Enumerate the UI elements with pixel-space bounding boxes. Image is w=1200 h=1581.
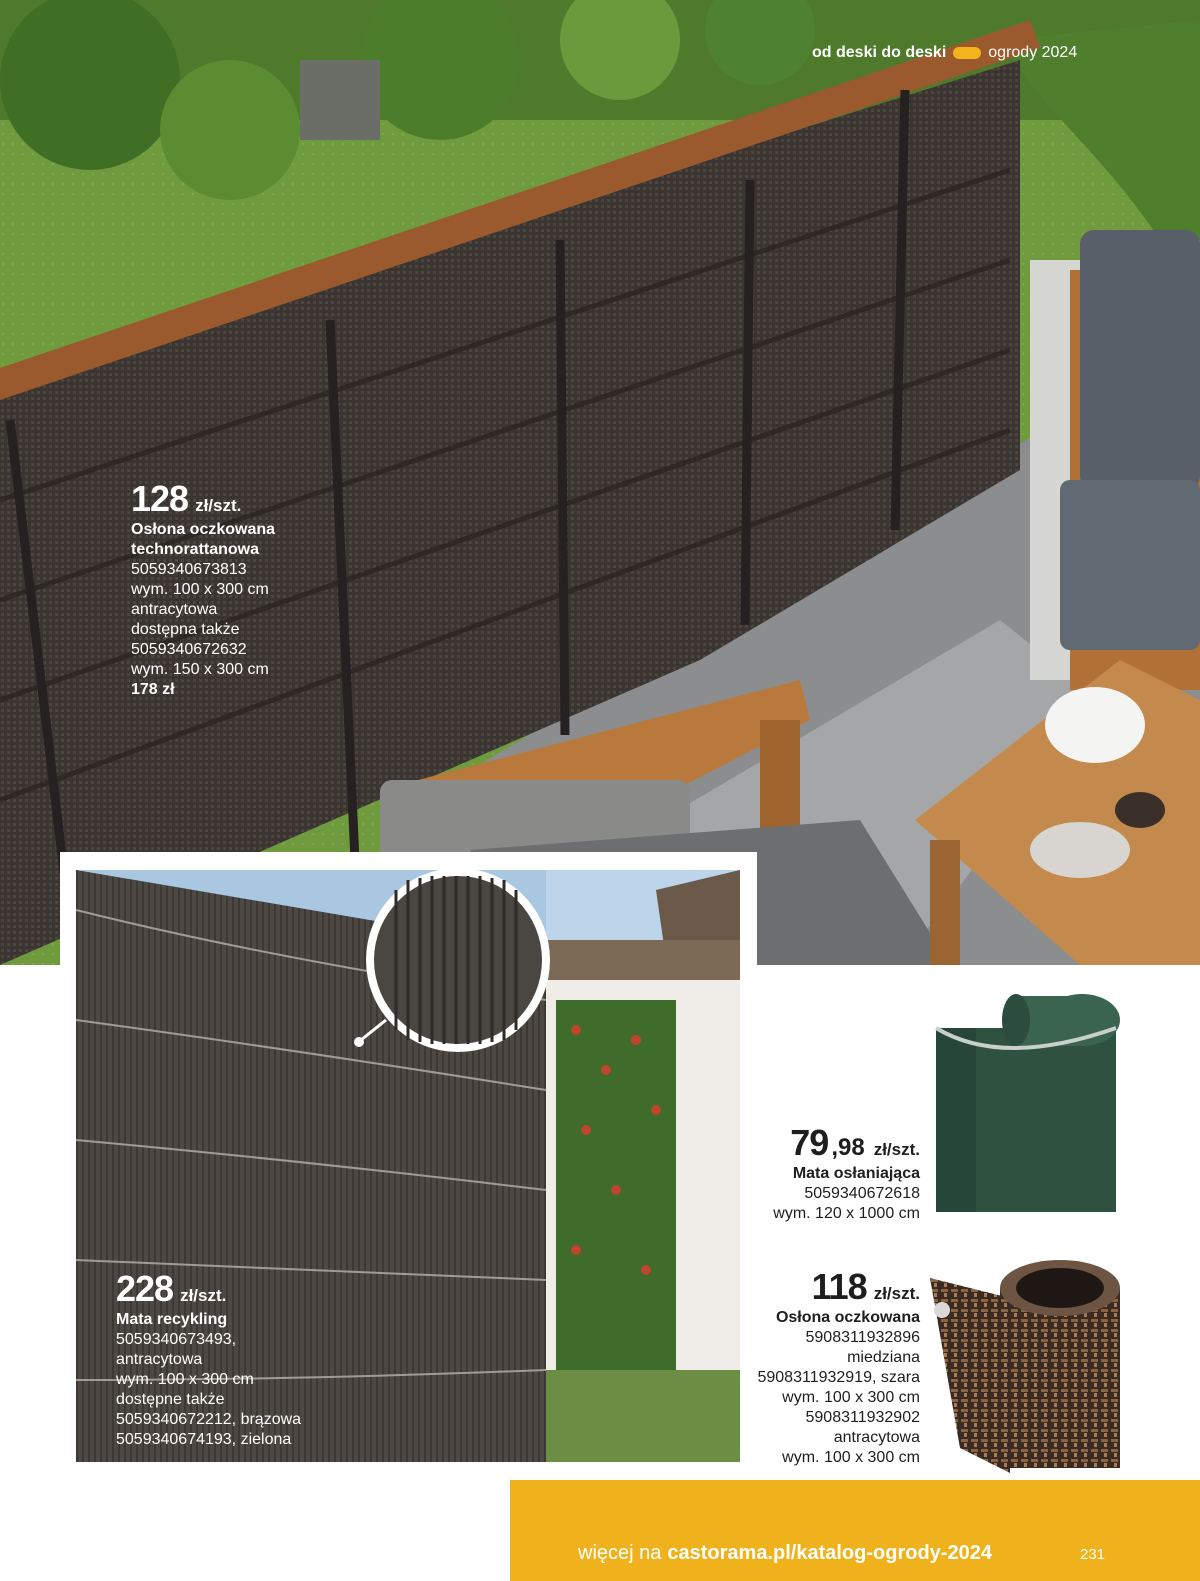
- product-detail: 5059340672632: [131, 641, 247, 658]
- woven-mat-roll-image: [930, 1258, 1125, 1473]
- product-detail: 5059340673813: [131, 561, 247, 578]
- product-detail: 5059340672212, brązowa: [116, 1411, 302, 1428]
- product-detail: antracytowa: [116, 1351, 203, 1368]
- footer-bar: [510, 1480, 1200, 1581]
- page-number: 231: [1080, 1546, 1106, 1563]
- price-unit: zł/szt.: [195, 496, 242, 515]
- price-unit: zł/szt.: [873, 1284, 920, 1303]
- footer-link[interactable]: [578, 1542, 992, 1565]
- product-detail: wym. 100 x 300 cm: [131, 581, 269, 598]
- product-detail: wym. 100 x 300 cm: [116, 1371, 254, 1388]
- product-detail: wym. 150 x 300 cm: [131, 661, 269, 678]
- product-price: 79: [790, 1122, 829, 1163]
- footer-url[interactable]: castorama.pl/katalog-ogrody-2024: [667, 1542, 992, 1564]
- product-detail: 5059340672618: [804, 1185, 920, 1202]
- product-card-2: [116, 1268, 301, 1450]
- section-pill-icon: [953, 47, 981, 59]
- product-price: 228: [116, 1268, 174, 1309]
- product-title-line: technorattanowa: [131, 541, 260, 558]
- product-detail: dostępna także: [131, 621, 240, 638]
- product-detail: wym. 100 x 300 cm: [782, 1449, 920, 1466]
- product-detail: 5908311932902: [805, 1409, 920, 1426]
- product-detail: wym. 120 x 1000 cm: [773, 1205, 920, 1222]
- product-extra-price: 178 zł: [131, 681, 175, 698]
- section-header-subtitle: ogrody 2024: [988, 44, 1078, 61]
- product-detail: miedziana: [847, 1349, 920, 1366]
- product-detail: 5059340674193, zielona: [116, 1431, 292, 1448]
- product-detail: 5908311932919, szara: [757, 1369, 920, 1386]
- section-header-title: od deski do deski: [812, 44, 947, 61]
- product-price: 128: [131, 478, 189, 519]
- product-detail: dostępne także: [116, 1391, 225, 1408]
- product-title-line: Osłona oczkowana: [775, 1309, 920, 1326]
- footer-prefix: więcej na: [578, 1542, 662, 1564]
- green-mat-roll-image: [932, 988, 1122, 1214]
- product-title-line: Osłona oczkowana: [131, 521, 276, 538]
- product-detail: 5059340673493,: [116, 1331, 237, 1348]
- product-detail: antracytowa: [131, 601, 218, 618]
- product-title-line: Mata recykling: [116, 1311, 228, 1328]
- product-detail: 5908311932896: [805, 1329, 920, 1346]
- price-unit: zł/szt.: [180, 1286, 227, 1305]
- product-price-cents: ,98: [831, 1134, 865, 1161]
- product-detail: wym. 100 x 300 cm: [782, 1389, 920, 1406]
- product-card-1: [131, 478, 275, 700]
- product-card-4: [757, 1266, 920, 1468]
- price-unit: zł/szt.: [873, 1140, 920, 1159]
- product-card-3: [773, 1122, 920, 1224]
- section-header: [812, 44, 1077, 62]
- product-price: 118: [811, 1266, 867, 1307]
- product-detail: antracytowa: [833, 1429, 920, 1446]
- product-title-line: Mata osłaniająca: [792, 1165, 920, 1182]
